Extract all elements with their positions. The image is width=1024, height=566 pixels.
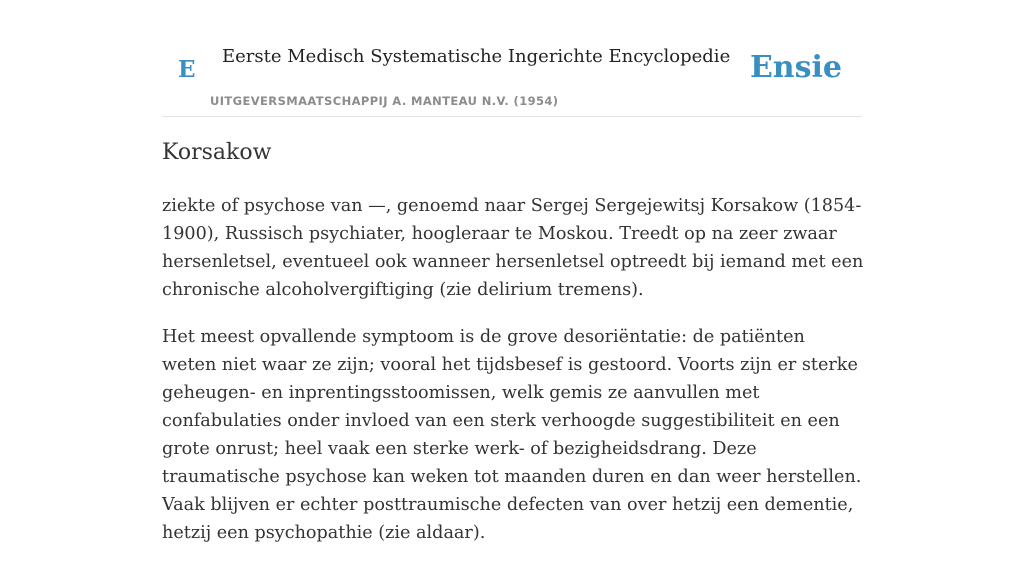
publisher-label: UITGEVERSMAATSCHAPPIJ A. MANTEAU N.V. (1954): [210, 94, 559, 108]
article-headword: Korsakow: [162, 140, 272, 165]
ensie-logo[interactable]: Ensie: [749, 50, 842, 85]
logo-letter[interactable]: E: [178, 56, 196, 83]
article-paragraph: Het meest opvallende symptoom is de grove desoriëntatie: de patiënten weten niet waar ze zijn; vooral het tijdsbesef is gestoord. Voorts zijn er sterke geheugen- en inprentingsstoomissen, welk gemis ze aanvullen met confabulaties onder invloed van een sterk verhoogde suggestibiliteit en een grote onrust; heel vaak een sterke werk- of bezigheidsdrang. Deze traumatische psychose kan weken tot maanden duren en dan weer herstellen. Vaak blijven er echter posttraumische defecten van over hetzij een dementie, hetzij een psychopathie (zie aldaar).: [162, 327, 862, 543]
article-paragraph: ziekte of psychose van —, genoemd naar Sergej Sergejewitsj Korsakow (1854-1900), Russisch psychiater, hoogleraar te Moskou. Treedt op na zeer zwaar hersenletsel, eventueel ook wanneer hersenletsel optreedt bij iemand met een chronische alcoholvergiftiging (zie delirium tremens).: [162, 196, 864, 300]
site-header: [162, 0, 862, 117]
encyclopedia-title[interactable]: Eerste Medisch Systematische Ingerichte Encyclopedie: [222, 46, 731, 67]
article-body: [162, 192, 864, 566]
